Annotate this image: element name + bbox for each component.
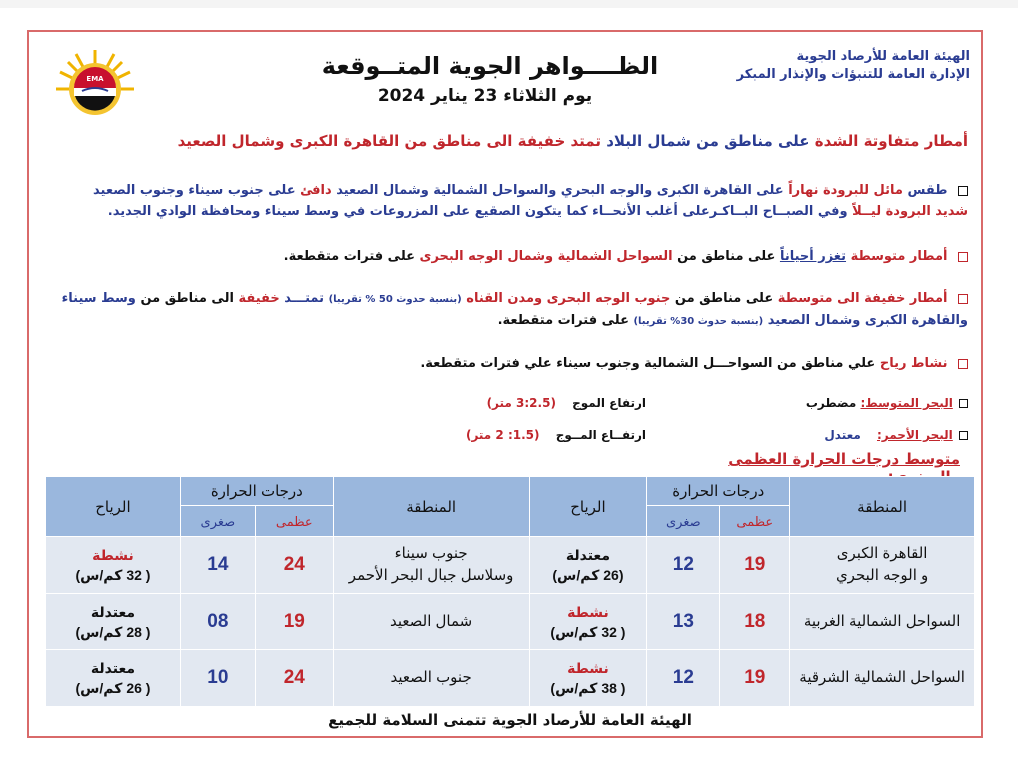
text: أمطار خفيفة الى متوسطة [777,291,948,306]
text: (3:2.5 متر) [486,396,556,410]
temperature-table [45,476,975,707]
text: تغزر أحياناً [779,249,847,264]
text: جنوب الوجه البحرى ومدن القناه [466,291,671,306]
header-min: صغرى [647,506,720,537]
max-temp-cell: 19 [720,537,790,594]
forecast-item-temperature [56,180,968,222]
text: علي مناطق من السواحـــل الشمالية وجنوب سيناء علي فترات متقطعة. [420,356,876,371]
min-temp-cell: 12 [647,650,720,707]
checkbox-bullet-icon [959,399,968,408]
min-temp-cell: 10 [180,650,255,707]
text: البحر المتوسط: [860,396,953,410]
org-line-2: الإدارة العامة للتنبؤات والإنذار المبكر [736,67,970,82]
max-temp-cell: 24 [255,537,333,594]
headline-part-2: على مناطق من شمال البلاد [606,132,810,150]
text: على فترات متقطعة. [283,249,416,264]
footer-message: الهيئة العامة للأرصاد الجوية تتمنى السلامة للجميع [328,711,692,729]
table-row [46,650,975,707]
sea-med-waves [487,396,646,410]
header-min: صغرى [180,506,255,537]
wind-cell: معتدلة ( 28 كم/س) [46,594,181,650]
region-cell: السواحل الشمالية الشرقية [790,650,975,707]
table-row [46,537,975,594]
checkbox-bullet-icon [958,359,968,369]
min-temp-cell: 13 [647,594,720,650]
checkbox-bullet-icon [958,186,968,196]
min-temp-cell: 14 [180,537,255,594]
text: وسط سيناء والقاهرة الكبرى وشمال الصعيد [61,291,968,328]
organization-name [710,48,970,84]
sea-med-state [806,396,968,410]
text: تمتـــد [284,291,325,306]
header-region: المنطقة [333,477,529,537]
max-temp-cell: 19 [720,650,790,707]
checkbox-bullet-icon [959,431,968,440]
headline-part-1: أمطار متفاوتة الشدة [814,132,968,150]
wind-cell: معتدلة ( 26 كم/س) [46,650,181,707]
text: وفي الصبــاح البــاكـرعلى أغلب الأنحــاء كما يتكون الصقيع على المزروعات في وسط سيناء ومحافظة الوادي الجديد. [107,204,848,219]
header-wind: الرياح [529,477,647,537]
page-title: الظــــواهر الجوية المتــوقعة [321,52,659,80]
header-temps: درجات الحرارة [647,477,790,506]
text: دافئ [300,183,332,198]
org-line-1: الهيئة العامة للأرصاد الجوية [796,49,970,64]
header-region: المنطقة [790,477,975,537]
forecast-date: يوم الثلاثاء 23 يناير 2024 [377,86,593,106]
text: نشاط رياح [879,356,948,371]
text: على جنوب سيناء وجنوب الصعيد [93,183,296,198]
wind-cell: نشطة ( 38 كم/س) [529,650,647,707]
header-max: عظمى [720,506,790,537]
header-max: عظمى [255,506,333,537]
headline-part-3: تمتد خفيفة الى مناطق من القاهرة الكبرى وشمال الصعيد [177,132,601,150]
region-cell: جنوب سيناء وسلاسل جبال البحر الأحمر [333,537,529,594]
text: على فترات متقطعة. [497,313,629,328]
text: مضطرب [805,396,857,410]
text: مائل للبرودة نهاراً [788,183,903,198]
top-strip [0,0,1018,8]
text: على القاهرة الكبرى والوجه البحري والسواحل الشمالية وشمال الصعيد [336,183,784,198]
max-temp-cell: 18 [720,594,790,650]
text: السواحل الشمالية وشمال الوجه البحرى [419,249,673,264]
text: (بنسبة حدوث 50 % تقريبا) [328,294,462,305]
text: معتدل [824,428,861,442]
text: على مناطق من [677,249,776,264]
text: ارتفــاع المــوج [555,428,646,442]
svg-text:EMA: EMA [86,75,104,83]
text: شديد البرودة ليــلاً [852,204,968,219]
forecast-item-medium-rain [56,246,968,267]
table-header-row [46,477,975,506]
forecast-item-wind [56,353,968,374]
ema-logo-icon [54,48,136,130]
text: ارتفاع الموج [572,396,646,410]
wind-cell: نشطة ( 32 كم/س) [46,537,181,594]
text: أمطار متوسطة [850,249,948,264]
text: (بنسبة حدوث 30% تقريبا) [633,316,764,327]
max-temp-cell: 24 [255,650,333,707]
header-temps: درجات الحرارة [180,477,333,506]
text: (1.5: 2 متر) [465,428,540,442]
text: طقس [907,183,948,198]
text: البحر الأحمر: [876,428,953,442]
sea-red-state [824,428,968,442]
table-row [46,594,975,650]
region-cell: شمال الصعيد [333,594,529,650]
min-temp-cell: 12 [647,537,720,594]
headline [56,132,968,150]
checkbox-bullet-icon [958,294,968,304]
wind-cell: نشطة ( 32 كم/س) [529,594,647,650]
wind-cell: معتدلة (26 كم/س) [529,537,647,594]
region-cell: جنوب الصعيد [333,650,529,707]
forecast-item-light-rain [56,288,968,332]
checkbox-bullet-icon [958,252,968,262]
text: الى مناطق من [140,291,234,306]
temperatures-section-title: متوسط درجات الحرارة العظمى [728,450,960,468]
max-temp-cell: 19 [255,594,333,650]
header-wind: الرياح [46,477,181,537]
min-temp-cell: 08 [180,594,255,650]
region-cell: القاهرة الكبرى و الوجه البحري [790,537,975,594]
text: على مناطق من [674,291,774,306]
sea-red-waves [466,428,646,442]
text: خفيفة [238,291,280,306]
region-cell: السواحل الشمالية الغربية [790,594,975,650]
